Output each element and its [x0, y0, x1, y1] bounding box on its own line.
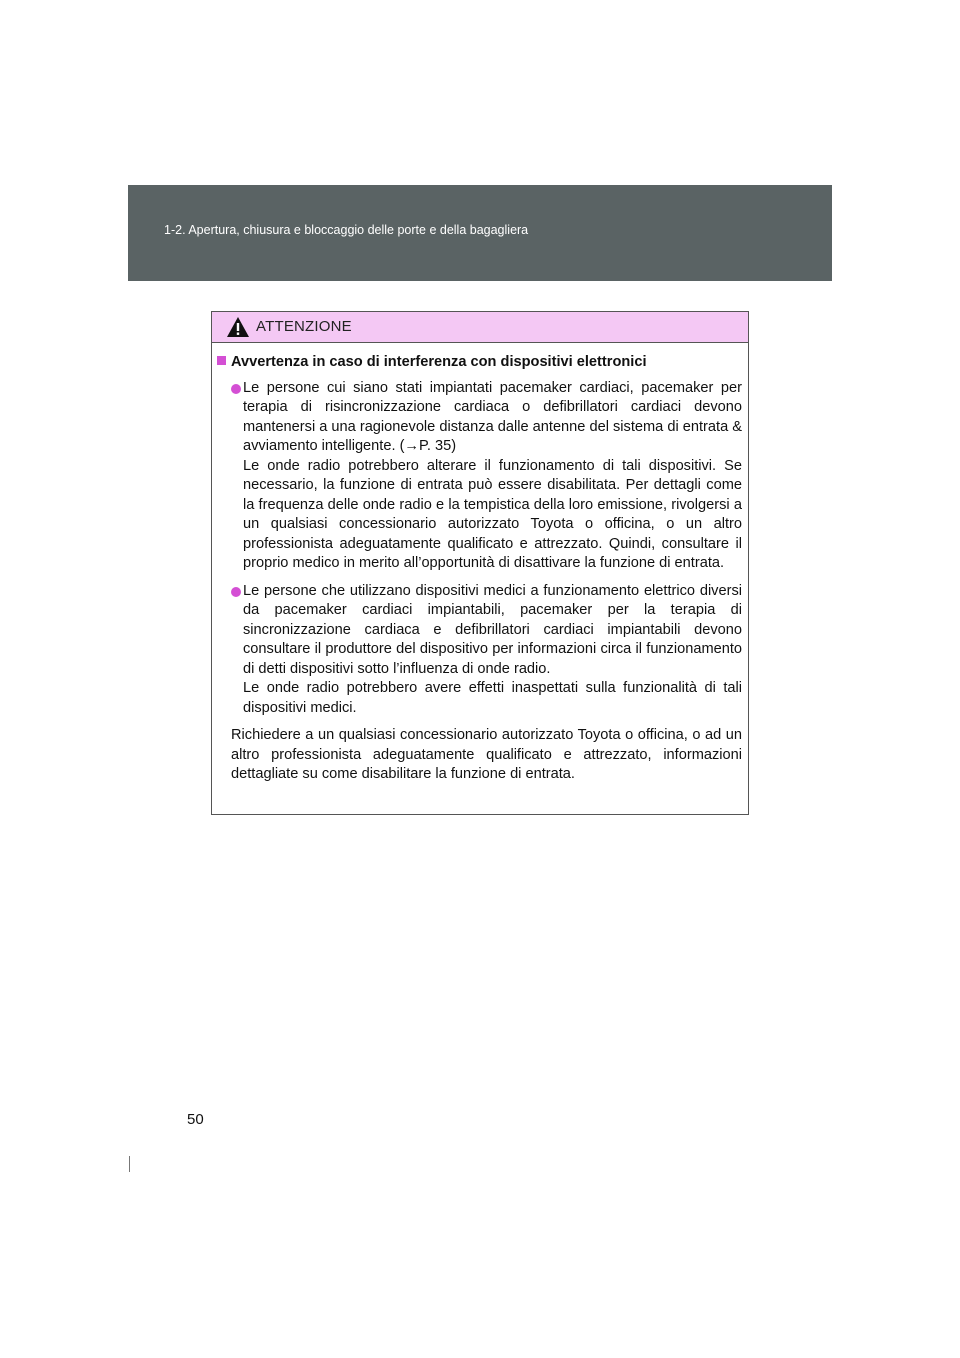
- square-bullet-icon: [217, 356, 226, 365]
- closing-paragraph: Richiedere a un qualsiasi concessionario autorizzato Toyota o officina, o ad un altro professionista adeguatamente qualificato e attrezzato, informazioni dettagliate su come disabilitare la funzione di entrata.: [231, 727, 742, 782]
- section-header-band: [128, 185, 832, 281]
- warning-body: [212, 343, 748, 785]
- item-paragraph: Le persone che utilizzano dispositivi medici a funzionamento elettrico diversi da pacemaker cardiaci impiantabili, pacemaker per la terapia di sincronizzazione cardiaca e defibrillatori cardiaci impiantabili devono consultare il produttore del dispositivo per informazioni circa il funzionamento di detti dispositivi sotto l’influenza di onde radio.: [243, 582, 742, 677]
- item-paragraph: Le onde radio potrebbero avere effetti inaspettati sulla funzionalità di tali dispositivi medici.: [243, 680, 742, 716]
- warning-header: [212, 312, 748, 343]
- page-number: 50: [187, 1111, 204, 1128]
- warning-triangle-icon: [226, 316, 250, 338]
- list-item: [217, 379, 742, 574]
- round-bullet-icon: [231, 587, 241, 597]
- item-paragraph: Le persone cui siano stati impiantati pacemaker cardiaci, pacemaker per terapia di risincronizzazione cardiaca o defibrillatori cardiaci devono mantenersi a una ragionevole distanza dalle antenne del sistema di entrata & avviamento intelligente. (→P. 35): [243, 379, 742, 454]
- warning-topic: [217, 353, 742, 373]
- margin-rule: [129, 1156, 130, 1172]
- round-bullet-icon: [231, 384, 241, 394]
- warning-title: ATTENZIONE: [256, 318, 352, 335]
- item-paragraph: Le onde radio potrebbero alterare il funzionamento di tali dispositivi. Se necessario, la funzione di entrata può essere disabilitata. Per dettagli come la frequenza delle onde radio e la tempistica della loro emissione, rivolgersi a un qualsiasi concessionario autorizzato Toyota o officina, o un altro professionista adeguatamente qualificato e attrezzato. Quindi, consultare il proprio medico in merito all’opportunità di disattivare la funzione di entrata.: [243, 457, 742, 571]
- list-item: [217, 582, 742, 719]
- section-title: 1-2. Apertura, chiusura e bloccaggio delle porte e della bagagliera: [164, 223, 529, 237]
- warning-topic-text: Avvertenza in caso di interferenza con dispositivi elettronici: [231, 354, 647, 370]
- warning-box: [211, 311, 749, 815]
